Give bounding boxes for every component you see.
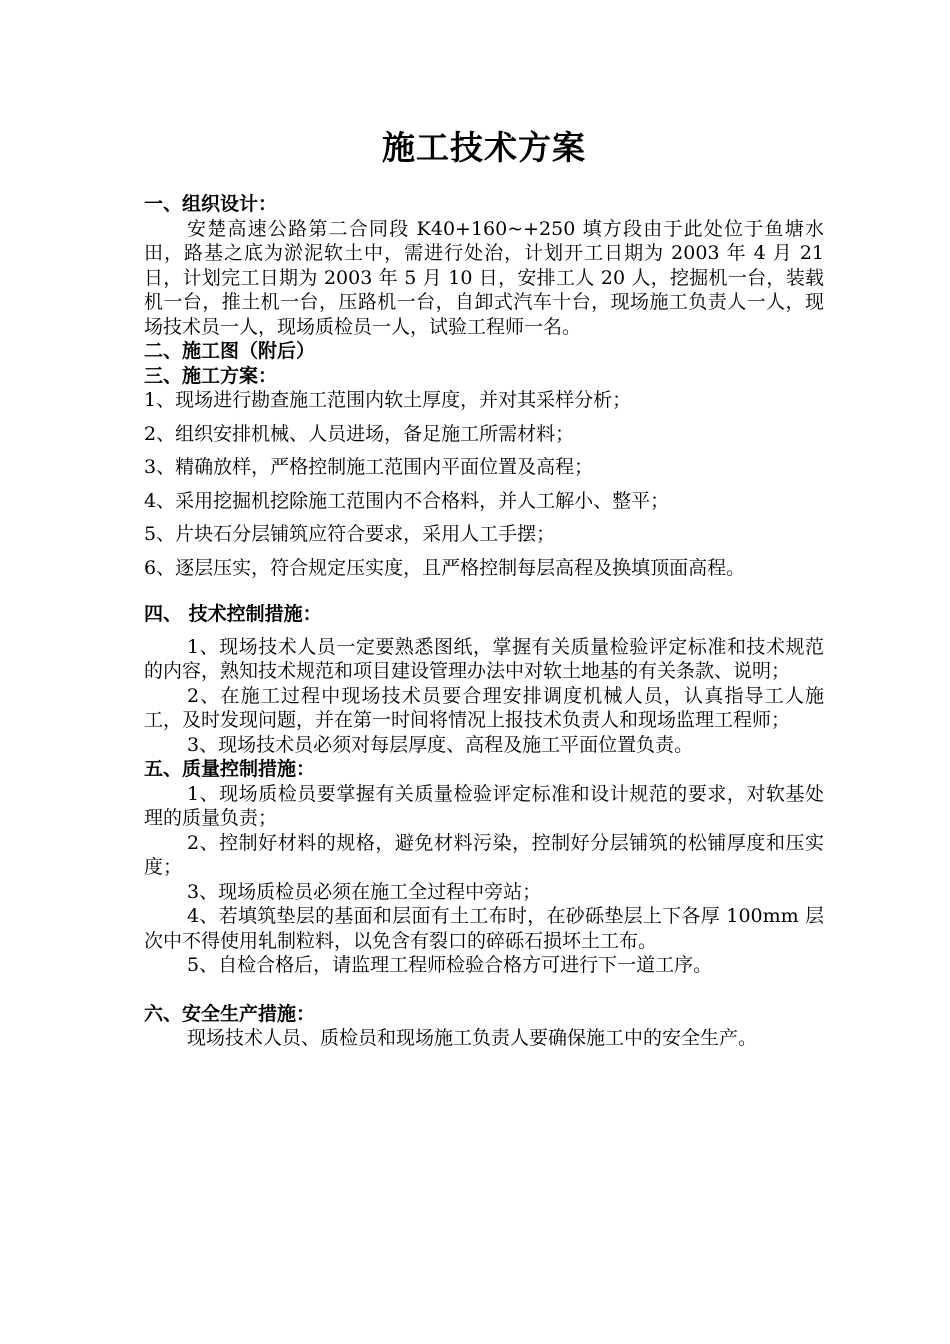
technical-control-item-2: 2、在施工过程中现场技术员要合理安排调度机械人员，认真指导工人施工，及时发现问题，并在第一时间将情况上报技术负责人和现场监理工程师； — [144, 684, 824, 731]
plan-step-3: 3、精确放样，严格控制施工范围内平面位置及高程； — [144, 456, 594, 478]
document-page — [144, 118, 824, 1051]
quality-control-item-4: 4、若填筑垫层的基面和层面有土工布时，在砂砾垫层上下各厚 100mm 层次中不得使用轧制粒料，以免含有裂口的碎砾石损坏土工布。 — [144, 905, 824, 952]
plan-step-4: 4、采用挖掘机挖除施工范围内不合格料，并人工解小、整平； — [144, 489, 670, 512]
plan-step-6: 6、逐层压实，符合规定压实度，且严格控制每层高程及换填顶面高程。 — [144, 556, 746, 579]
organization-paragraph: 安楚高速公路第二合同段 K40+160~+250 填方段由于此处位于鱼塘水田，路基之底为淤泥软土中，需进行处治，计划开工日期为 2003 年 4 月 21 日，计划完工日期为 2003 年 5 月 10 日，安排工人 20 人，挖掘机一台，装载机一台，推土机一台，压路机一台，自卸式汽车十台，现场施工负责人一人，现场技术员一人，现场质检员一人，试验工程师一名。 — [144, 217, 824, 338]
plan-step-5: 5、片块石分层铺筑应符合要求，采用人工手摆； — [144, 523, 556, 545]
safety-paragraph: 现场技术人员、质检员和现场施工负责人要确保施工中的安全生产。 — [187, 1027, 758, 1049]
section-heading-drawings: 二、施工图（附后） — [144, 340, 316, 362]
quality-control-item-2: 2、控制好材料的规格，避免材料污染，控制好分层铺筑的松铺厚度和压实度； — [144, 831, 824, 878]
quality-control-item-1: 1、现场质检员要掌握有关质量检验评定标准和设计规范的要求，对软基处理的质量负责； — [144, 782, 824, 829]
section-heading-technical-control: 四、 技术控制措施： — [144, 603, 322, 625]
page-title: 施工技术方案 — [382, 128, 586, 167]
section-heading-construction-plan: 三、施工方案： — [144, 364, 278, 387]
section-heading-safety: 六、安全生产措施： — [144, 1002, 316, 1025]
plan-step-1: 1、现场进行勘查施工范围内软土厚度，并对其采样分析； — [144, 389, 632, 411]
quality-control-item-5: 5、自检合格后，请监理工程师检验合格方可进行下一道工序。 — [187, 954, 713, 976]
section-heading-quality-control: 五、质量控制措施： — [144, 758, 316, 780]
technical-control-item-3: 3、现场技术员必须对每层厚度、高程及施工平面位置负责。 — [187, 733, 694, 756]
section-heading-organization: 一、组织设计： — [144, 193, 278, 215]
plan-step-2: 2、组织安排机械、人员进场，备足施工所需材料； — [144, 422, 575, 445]
quality-control-item-3: 3、现场质检员必须在施工全过程中旁站； — [187, 880, 542, 903]
technical-control-item-1: 1、现场技术人员一定要熟悉图纸，掌握有关质量检验评定标准和技术规范的内容，熟知技术规范和项目建设管理办法中对软土地基的有关条款、说明； — [144, 635, 824, 682]
